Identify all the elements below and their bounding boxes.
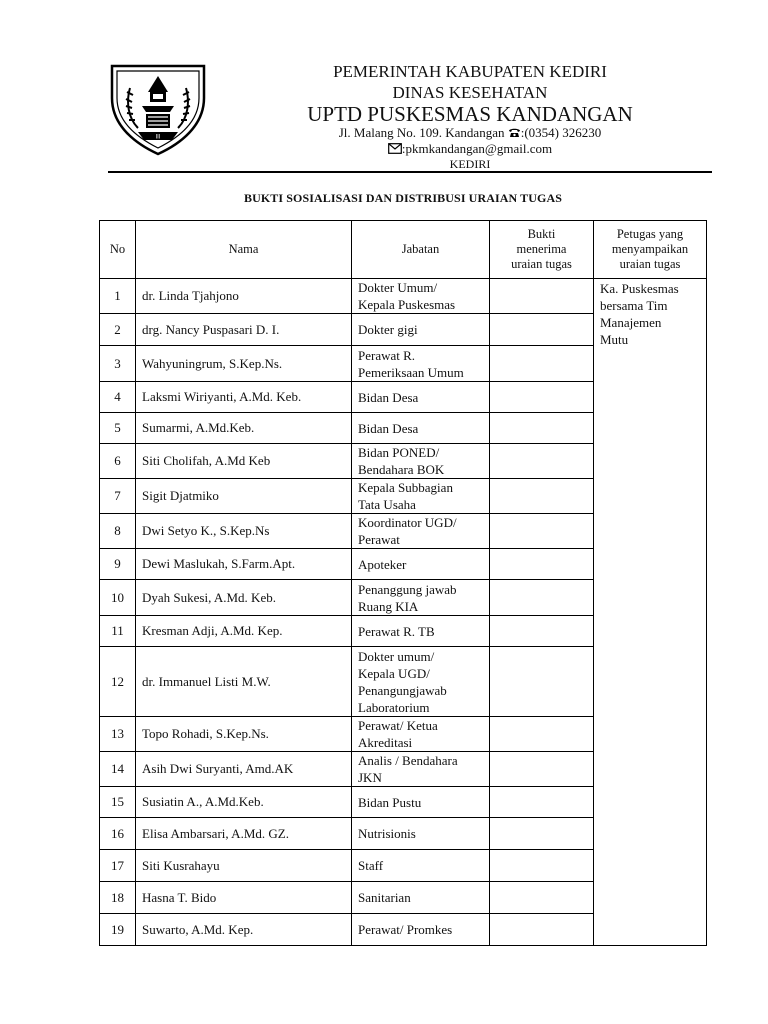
jabatan-line: Perawat [358,532,400,547]
row-number: 18 [100,882,136,914]
row-number: 14 [100,752,136,787]
email-address: :pkmkandangan@gmail.com [401,141,553,156]
row-number: 6 [100,444,136,479]
row-bukti-cell [490,787,594,818]
header-petugas: Petugas yang menyampaikan uraian tugas [594,221,707,279]
row-bukti-cell [490,717,594,752]
row-bukti-cell [490,818,594,850]
row-jabatan [352,882,490,914]
header-no: No [100,221,136,279]
jabatan-line: Laboratorium [358,699,430,715]
row-bukti-cell [490,444,594,479]
jabatan-line: Tata Usaha [358,497,416,512]
jabatan-line: Bidan Desa [358,389,419,405]
jabatan-line: Dokter umum/ [358,648,435,664]
row-jabatan [352,850,490,882]
row-number: 11 [100,616,136,647]
jabatan-line: Kepala Puskesmas [358,297,456,312]
row-number: 5 [100,413,136,444]
jabatan-line: Akreditasi [358,735,413,750]
row-nama: Dyah Sukesi, A.Md. Keb. [136,580,352,616]
row-number: 7 [100,479,136,514]
row-nama: Asih Dwi Suryanti, Amd.AK [136,752,352,787]
row-number: 19 [100,914,136,946]
header-divider [108,171,712,173]
jabatan-line: Nutrisionis [358,826,416,841]
jabatan-line: Penanggung jawab [358,581,457,597]
row-bukti-cell [490,647,594,717]
jabatan-line: Dokter Umum/ [358,280,438,295]
row-nama: Siti Cholifah, A.Md Keb [136,444,352,479]
row-nama: Sumarmi, A.Md.Keb. [136,413,352,444]
row-bukti-cell [490,850,594,882]
kediri-regency-emblem-icon [108,62,208,157]
row-nama: Topo Rohadi, S.Kep.Ns. [136,717,352,752]
jabatan-line: Dokter gigi [358,322,418,337]
row-nama: Hasna T. Bido [136,882,352,914]
row-number: 16 [100,818,136,850]
jabatan-line: Kepala Subbagian [358,480,453,495]
jabatan-line: Bidan PONED/ [358,445,440,460]
jabatan-line: Pemeriksaan Umum [358,364,464,380]
jabatan-line: Penangungjawab [358,682,447,698]
jabatan-line: Bidan Pustu [358,794,422,810]
row-jabatan [352,314,490,346]
envelope-icon [388,143,402,154]
jabatan-line: Perawat/ Promkes [358,922,453,937]
letterhead-email-line [228,142,712,155]
row-bukti-cell [490,346,594,382]
phone-number: :(0354) 326230 [520,125,602,140]
petugas-line: bersama Tim [600,298,668,313]
header-nama: Nama [136,221,352,279]
row-number: 12 [100,647,136,717]
petugas-line: Ka. Puskesmas [600,281,679,296]
row-number: 4 [100,382,136,413]
petugas-line: Mutu [600,332,629,347]
petugas-cell [594,279,707,946]
row-nama: Elisa Ambarsari, A.Md. GZ. [136,818,352,850]
row-number: 17 [100,850,136,882]
petugas-line: Manajemen [600,315,662,330]
row-jabatan [352,914,490,946]
row-bukti-cell [490,279,594,314]
header-jabatan: Jabatan [352,221,490,279]
row-bukti-cell [490,914,594,946]
document-title: BUKTI SOSIALISASI DAN DISTRIBUSI URAIAN TUGAS [243,191,563,205]
address-text: Jl. Malang No. 109. Kandangan [338,125,505,140]
jabatan-line: Bendahara BOK [358,462,445,477]
row-jabatan [352,444,490,479]
jabatan-line: Sanitarian [358,890,411,905]
row-bukti-cell [490,752,594,787]
row-jabatan [352,818,490,850]
row-bukti-cell [490,882,594,914]
row-bukti-cell [490,549,594,580]
duty-distribution-table [99,220,707,946]
row-jabatan [352,279,490,314]
row-jabatan [352,382,490,413]
table-row [100,279,707,314]
letterhead-address-line [228,126,712,139]
letterhead-department: DINAS KESEHATAN [392,83,548,102]
row-nama: Suwarto, A.Md. Kep. [136,914,352,946]
row-jabatan [352,787,490,818]
row-jabatan [352,616,490,647]
row-number: 8 [100,514,136,549]
row-number: 1 [100,279,136,314]
svg-text:III: III [155,134,161,141]
row-nama: Wahyuningrum, S.Kep.Ns. [136,346,352,382]
row-bukti-cell [490,314,594,346]
row-bukti-cell [490,413,594,444]
jabatan-line: Ruang KIA [358,598,419,614]
row-number: 3 [100,346,136,382]
row-bukti-cell [490,580,594,616]
jabatan-line: Bidan Desa [358,420,419,436]
table-header-row [100,221,707,279]
row-nama: Laksmi Wiriyanti, A.Md. Keb. [136,382,352,413]
row-nama: dr. Linda Tjahjono [136,279,352,314]
table-body [100,279,707,946]
row-nama: drg. Nancy Puspasari D. I. [136,314,352,346]
row-nama: Dewi Maslukah, S.Farm.Apt. [136,549,352,580]
row-bukti-cell [490,616,594,647]
jabatan-line: Kepala UGD/ [358,665,430,681]
row-nama: Siti Kusrahayu [136,850,352,882]
jabatan-line: Perawat/ Ketua [358,718,438,733]
row-number: 2 [100,314,136,346]
row-nama: Sigit Djatmiko [136,479,352,514]
letterhead-government: PEMERINTAH KABUPATEN KEDIRI [333,62,607,81]
row-bukti-cell [490,514,594,549]
row-jabatan [352,413,490,444]
jabatan-line: Perawat R. [358,347,416,363]
row-nama: Kresman Adji, A.Md. Kep. [136,616,352,647]
row-jabatan [352,479,490,514]
row-jabatan [352,647,490,717]
row-number: 15 [100,787,136,818]
row-nama: Dwi Setyo K., S.Kep.Ns [136,514,352,549]
header-bukti: Bukti menerima uraian tugas [490,221,594,279]
row-nama: Susiatin A., A.Md.Keb. [136,787,352,818]
letterhead-city: KEDIRI [449,157,491,171]
jabatan-line: Staff [358,858,384,873]
row-number: 10 [100,580,136,616]
jabatan-line: Analis / Bendahara [358,753,458,768]
row-bukti-cell [490,479,594,514]
jabatan-line: Perawat R. TB [358,623,435,639]
row-bukti-cell [490,382,594,413]
row-jabatan [352,346,490,382]
row-jabatan [352,580,490,616]
row-number: 9 [100,549,136,580]
row-jabatan [352,549,490,580]
phone-icon [508,127,521,138]
row-nama: dr. Immanuel Listi M.W. [136,647,352,717]
jabatan-line: JKN [358,770,382,785]
row-jabatan [352,717,490,752]
row-jabatan [352,514,490,549]
jabatan-line: Koordinator UGD/ [358,515,457,530]
row-number: 13 [100,717,136,752]
letterhead-institution: UPTD PUSKESMAS KANDANGAN [307,102,633,126]
row-jabatan [352,752,490,787]
jabatan-line: Apoteker [358,556,407,572]
